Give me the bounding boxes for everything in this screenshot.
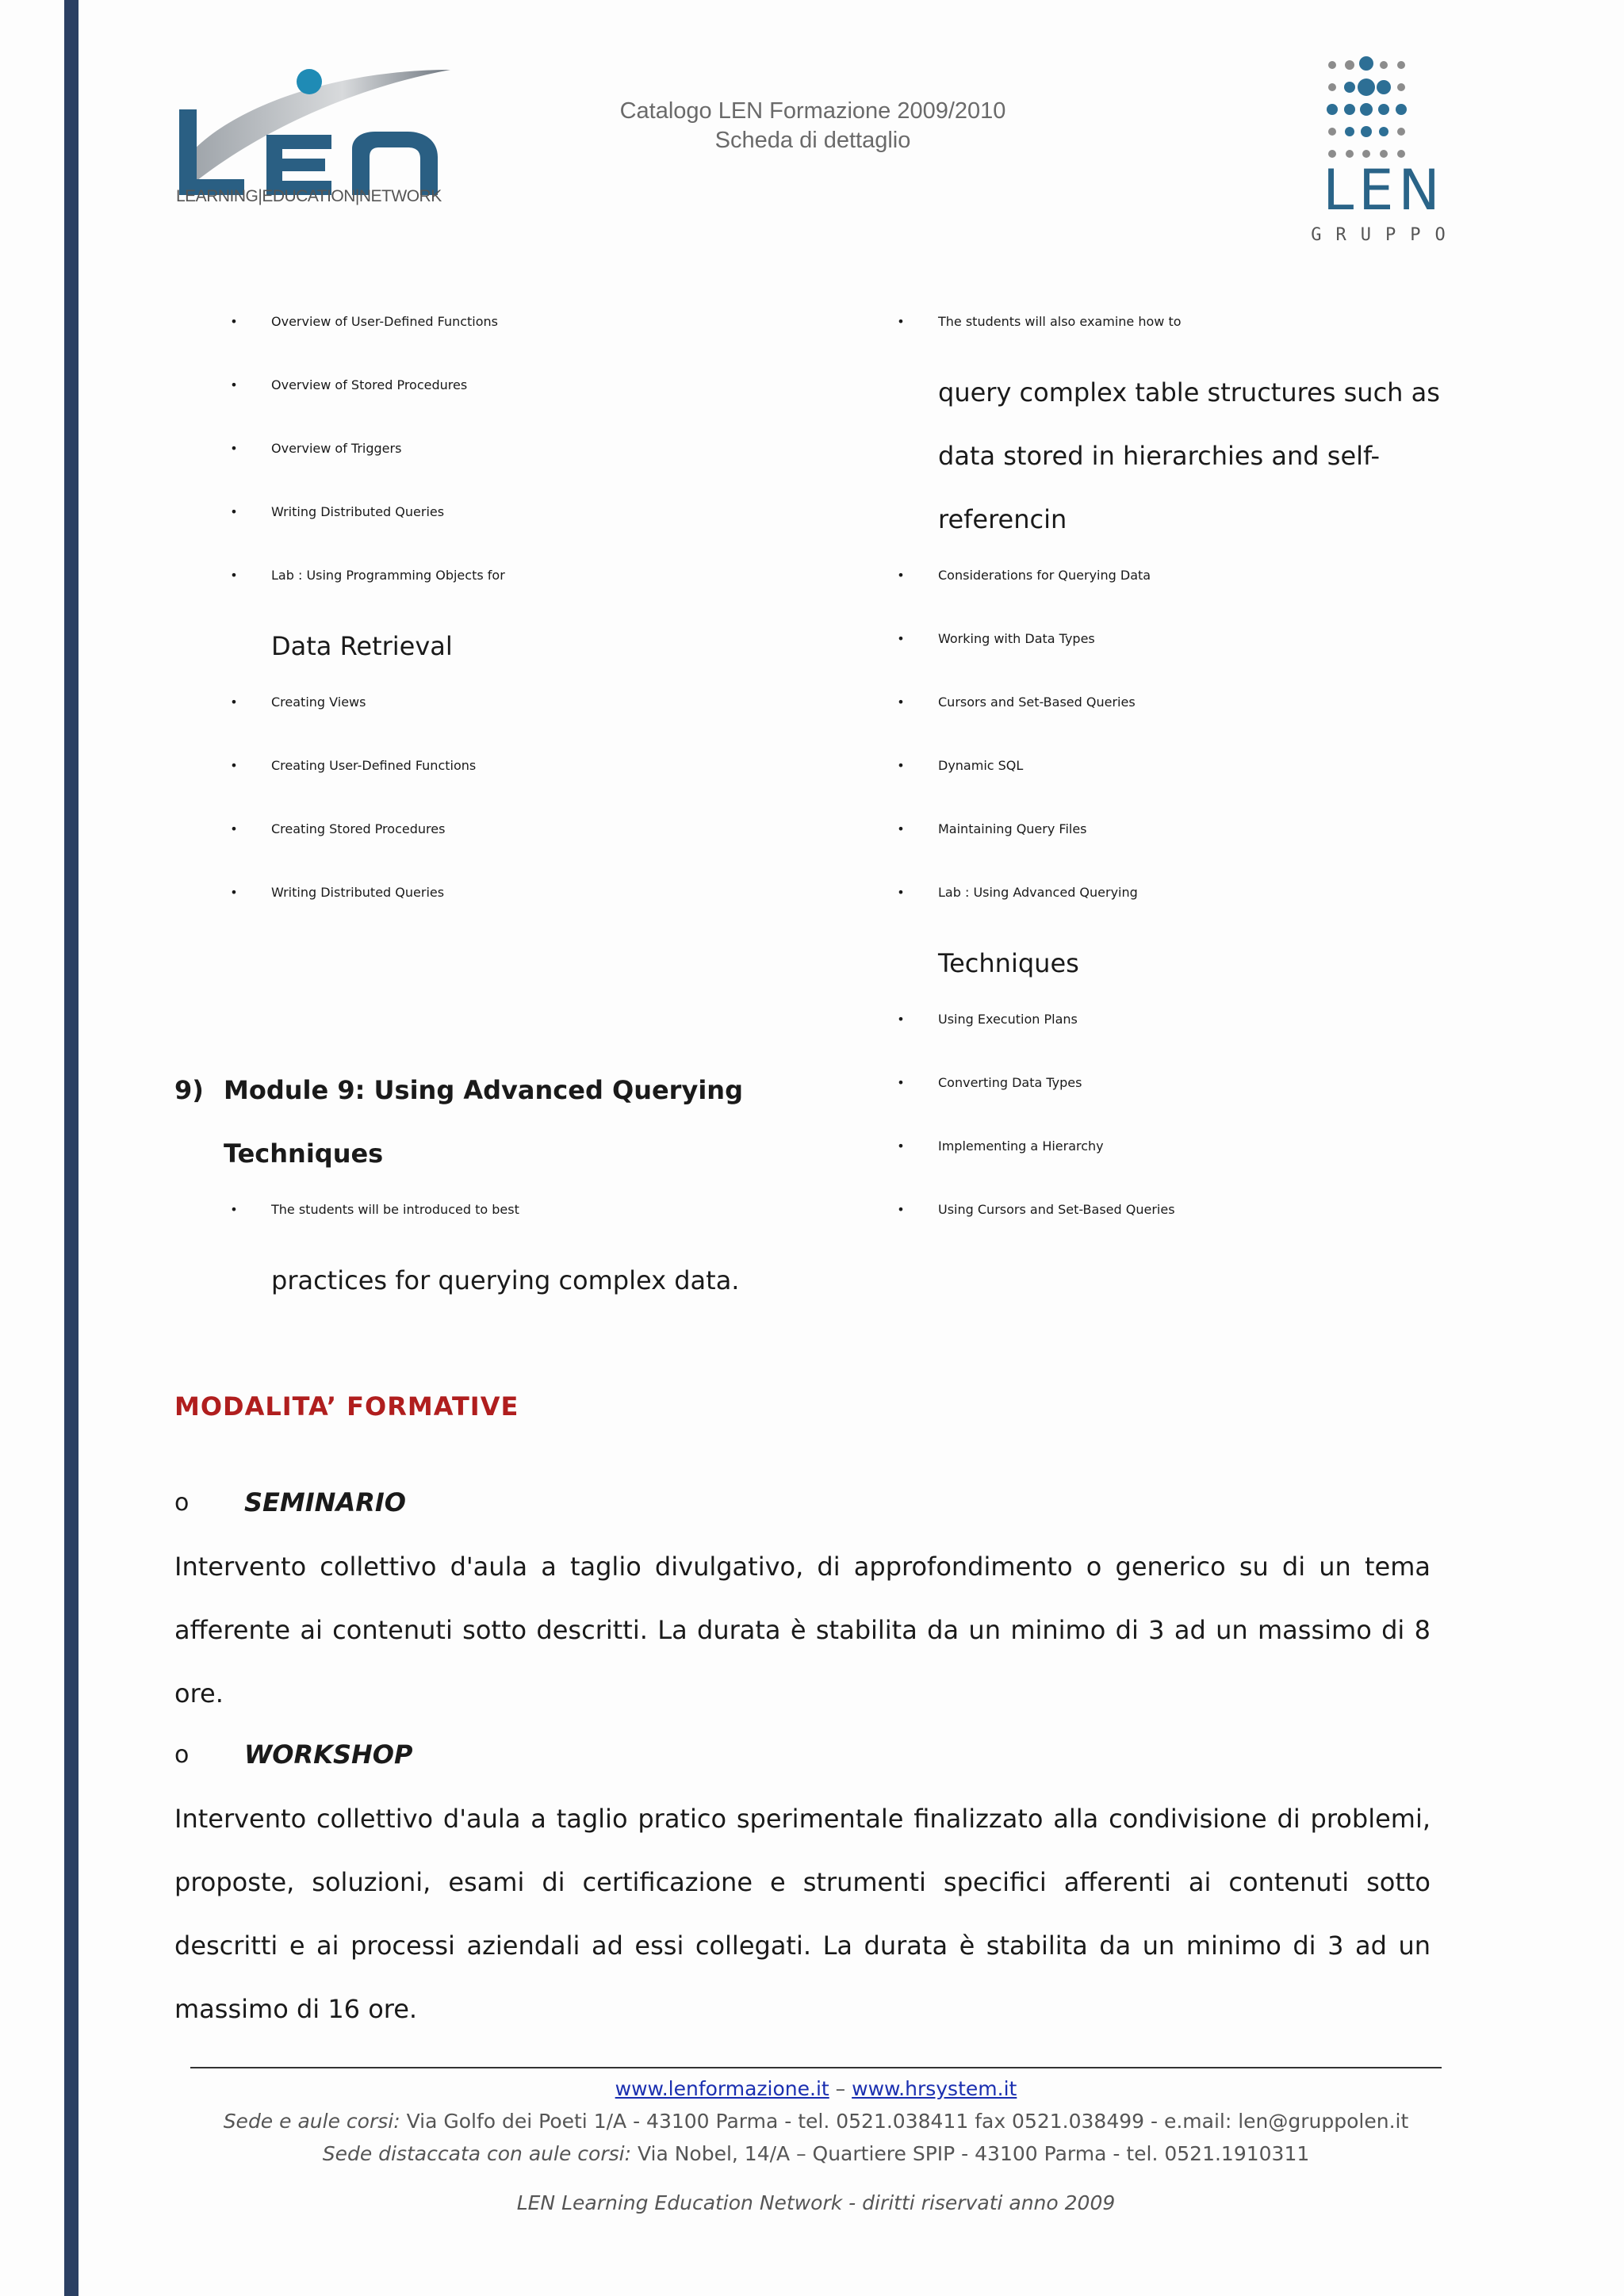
list-item-text: Implementing a Hierarchy — [938, 1138, 1104, 1154]
bullet-icon: • — [897, 821, 905, 836]
sede-label: Sede e aule corsi: — [223, 2110, 400, 2133]
list-item-continuation: Techniques — [938, 948, 1079, 978]
bullet-icon: • — [897, 695, 905, 710]
bullet-icon: • — [230, 885, 238, 900]
bullet-icon: • — [897, 885, 905, 900]
bullet-icon: • — [230, 441, 238, 456]
list-item-text: Converting Data Types — [938, 1075, 1082, 1090]
list-item-text: Creating Views — [271, 695, 366, 710]
footer-address — [190, 2110, 1442, 2133]
bullet-icon: • — [897, 1202, 905, 1217]
len-logo — [173, 62, 458, 212]
list-item-continuation: Data Retrieval — [271, 631, 453, 661]
bullet-icon: • — [230, 821, 238, 836]
list-item-text: Cursors and Set-Based Queries — [938, 695, 1136, 710]
bullet-icon: • — [897, 1075, 905, 1090]
bullet-icon: • — [230, 377, 238, 392]
distaccata-text: Via Nobel, 14/A – Quartiere SPIP - 43100 Parma - tel. 0521.1910311 — [637, 2142, 1310, 2165]
dots-icon — [1297, 55, 1471, 159]
bullet-icon: • — [897, 568, 905, 583]
footer-divider — [190, 2067, 1442, 2068]
list-item-text: Maintaining Query Files — [938, 821, 1087, 836]
logo-right-word: LEN — [1323, 158, 1445, 223]
footer-separator: – — [835, 2077, 846, 2100]
left-margin-bar — [64, 0, 79, 2296]
bullet-icon: • — [897, 758, 905, 773]
list-item-text: The students will be introduced to best — [271, 1202, 519, 1217]
header-title — [508, 97, 1118, 155]
sede-text: Via Golfo dei Poeti 1/A - 43100 Parma - tel. 0521.038411 fax 0521.038499 - e.mail: len@gruppolen.it — [406, 2110, 1409, 2133]
module-number: 9) — [174, 1075, 204, 1105]
bullet-icon: • — [897, 631, 905, 646]
list-item-continuation: query complex table structures such as — [938, 377, 1440, 408]
list-item-text: The students will also examine how to — [938, 314, 1182, 329]
bullet-icon: • — [897, 314, 905, 329]
circle-bullet-icon: o — [174, 1489, 190, 1517]
distaccata-label: Sede distaccata con aule corsi: — [322, 2142, 631, 2165]
list-item-text: Using Cursors and Set-Based Queries — [938, 1202, 1175, 1217]
list-item-text: Writing Distributed Queries — [271, 885, 445, 900]
module-title-continuation: Techniques — [224, 1138, 384, 1169]
list-item-continuation: referencin — [938, 504, 1067, 534]
seminario-label: SEMINARIO — [244, 1487, 406, 1517]
header-title-line1: Catalogo LEN Formazione 2009/2010 — [619, 98, 1006, 124]
section-title: MODALITA’ FORMATIVE — [174, 1391, 519, 1422]
list-item-text: Considerations for Querying Data — [938, 568, 1151, 583]
list-item-text: Dynamic SQL — [938, 758, 1024, 773]
list-item-text: Creating Stored Procedures — [271, 821, 446, 836]
bullet-icon: • — [230, 504, 238, 519]
footer-links — [190, 2077, 1442, 2100]
circle-bullet-icon: o — [174, 1741, 190, 1769]
list-item-text: Working with Data Types — [938, 631, 1095, 646]
workshop-description: Intervento collettivo d'aula a taglio pratico sperimentale finalizzato alla condivisione di problemi, proposte, soluzioni, esami di certificazione e strumenti specifici afferenti ai contenuti sotto descritti e ai processi aziendali ad essi collegati. La durata è stabilita da un minimo di 3 ad un massimo di 16 ore. — [174, 1804, 1431, 2024]
list-item-text: Creating User-Defined Functions — [271, 758, 477, 773]
logo-right-sub: GRUPPO — [1311, 225, 1460, 245]
list-item-text: Writing Distributed Queries — [271, 504, 445, 519]
seminario-description: Intervento collettivo d'aula a taglio divulgativo, di approfondimento o generico su di un tema afferente ai contenuti sotto descritti. La durata è stabilita da un minimo di 3 ad un massimo di 8 ore. — [174, 1552, 1431, 1709]
workshop-label: WORKSHOP — [244, 1739, 413, 1770]
list-item-continuation: practices for querying complex data. — [271, 1265, 740, 1295]
footer-copyright: LEN Learning Education Network - diritti riservati anno 2009 — [516, 2191, 1116, 2214]
list-item-text: Overview of Triggers — [271, 441, 402, 456]
list-item-continuation: data stored in hierarchies and self- — [938, 441, 1381, 471]
list-item-text: Overview of Stored Procedures — [271, 377, 468, 392]
bullet-icon: • — [230, 695, 238, 710]
hrsystem-link[interactable]: www.hrsystem.it — [852, 2077, 1017, 2100]
header-title-line2: Scheda di dettaglio — [714, 128, 911, 153]
bullet-icon: • — [897, 1012, 905, 1027]
list-item-text: Lab : Using Programming Objects for — [271, 568, 505, 583]
list-item-text: Using Execution Plans — [938, 1012, 1078, 1027]
module-title: Module 9: Using Advanced Querying — [224, 1075, 743, 1105]
list-item-text: Lab : Using Advanced Querying — [938, 885, 1138, 900]
logo-tagline: LEARNING|EDUCATION|NETWORK — [176, 187, 442, 205]
lenformazione-link[interactable]: www.lenformazione.it — [615, 2077, 829, 2100]
bullet-icon: • — [230, 568, 238, 583]
bullet-icon: • — [230, 314, 238, 329]
len-gruppo-logo — [1297, 55, 1471, 254]
footer-branch-address — [190, 2142, 1442, 2165]
bullet-icon: • — [230, 1202, 238, 1217]
bullet-icon: • — [897, 1138, 905, 1154]
bullet-icon: • — [230, 758, 238, 773]
list-item-text: Overview of User-Defined Functions — [271, 314, 498, 329]
